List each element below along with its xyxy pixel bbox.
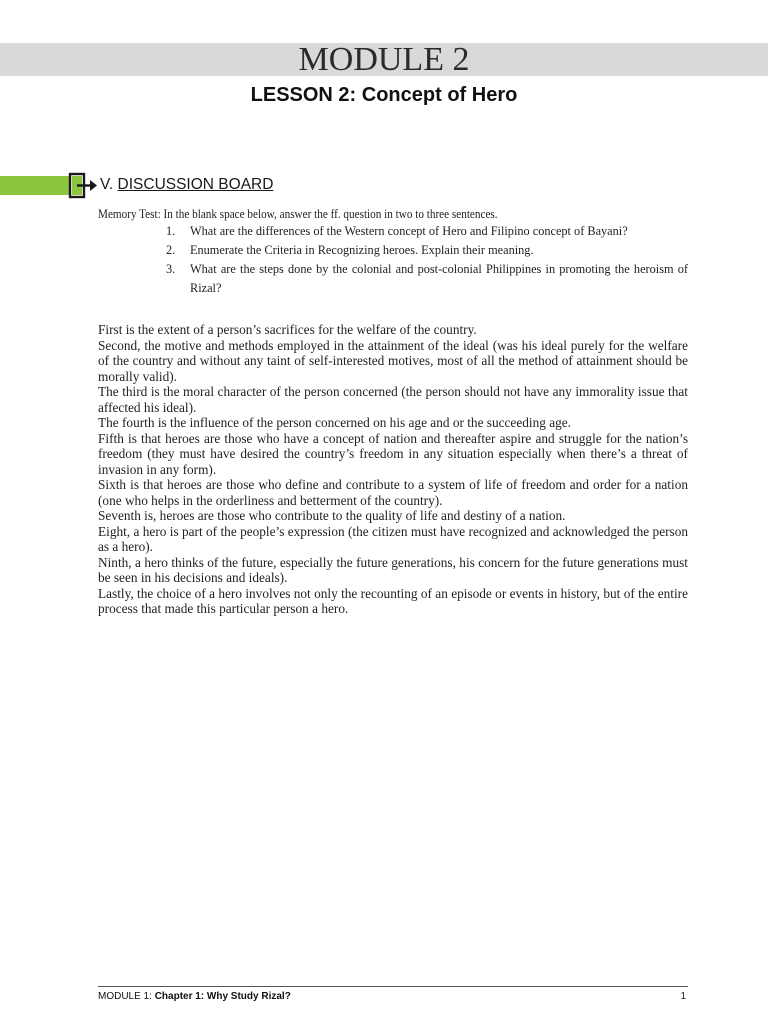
question-item [166, 260, 688, 298]
footer-module-label: MODULE 1: [98, 991, 155, 1002]
module-title: MODULE 2 [298, 41, 470, 78]
answer-paragraph: The third is the moral character of the person concerned (the person should not have any immorality issue that affected his ideal). [98, 384, 688, 415]
answer-paragraph: Second, the motive and methods employed in the attainment of the ideal (was his ideal purely for the welfare of the country and without any taint of self-interested motives, most of all the method of attainment should be morally valid). [98, 337, 688, 384]
question-number: 1. [166, 224, 176, 238]
question-text: Enumerate the Criteria in Recognizing heroes. Explain their meaning. [190, 243, 534, 257]
exit-arrow-icon [68, 172, 98, 200]
answer-paragraph: Ninth, a hero thinks of the future, especially the future generations, his concern for the future generations must be seen in his decisions and ideals). [98, 554, 688, 585]
question-text: What are the differences of the Western concept of Hero and Filipino concept of Bayani? [190, 224, 628, 238]
question-list [166, 222, 688, 298]
answer-block [98, 322, 688, 617]
section-title: DISCUSSION BOARD [117, 176, 274, 193]
footer-chapter: Chapter 1: Why Study Rizal? [154, 991, 291, 1002]
answer-paragraph: The fourth is the influence of the person concerned on his age and or the succeeding age. [98, 415, 571, 430]
answer-paragraph: Seventh is, heroes are those who contribute to the quality of life and destiny of a nation. [98, 508, 566, 523]
answer-paragraph: Eight, a hero is part of the people’s expression (the citizen must have recognized and acknowledged the person as a hero). [98, 523, 688, 554]
footer-label [98, 990, 291, 1004]
answer-paragraph: First is the extent of a person’s sacrifices for the welfare of the country. [98, 322, 477, 337]
question-number: 3. [166, 262, 176, 276]
answer-paragraph: Fifth is that heroes are those who have a concept of nation and thereafter aspire and struggle for the nation’s freedom (they must have desired the country’s freedom in any situation especially when there’s a threat of invasion in any form). [98, 430, 688, 477]
question-text: What are the steps done by the colonial and post-colonial Philippines in promoting the heroism of Rizal? [190, 262, 688, 295]
lesson-title: LESSON 2: Concept of Hero [250, 84, 518, 106]
page-number: 1 [680, 991, 686, 1002]
section-heading [100, 175, 273, 195]
memory-test-prompt: Memory Test: In the blank space below, answer the ff. question in two to three sentences. [98, 207, 498, 221]
section-accent-bar [0, 176, 70, 195]
answer-paragraph: Sixth is that heroes are those who define and contribute to a system of life of freedom and order for a nation (one who helps in the orderliness and betterment of the country). [98, 477, 688, 508]
question-item [166, 241, 688, 260]
question-item [166, 222, 688, 241]
answer-paragraph: Lastly, the choice of a hero involves not only the recounting of an episode or events in history, but of the entire process that made this particular person a hero. [98, 585, 688, 616]
footer-divider [98, 986, 688, 987]
section-number: V. [100, 176, 118, 193]
question-number: 2. [166, 243, 176, 257]
